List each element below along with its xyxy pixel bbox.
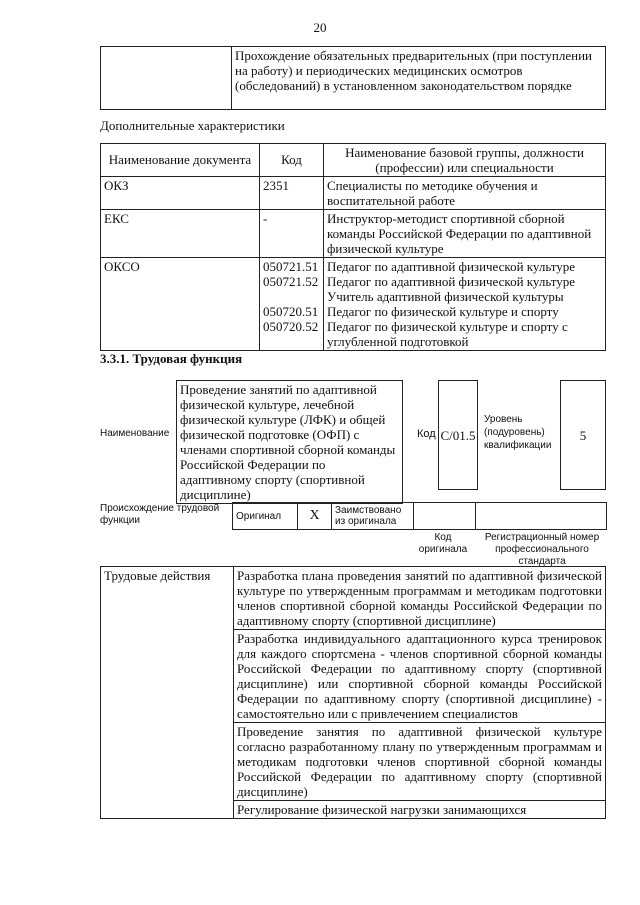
doc-cell: ЕКС	[101, 210, 260, 258]
name-cell: Педагог по адаптивной физической культуре Педагог по адаптивной физической культуре Учитель адаптивной физической культуры Педагог по физической культуре и спорту Педагог по физической культуре и спорту с углубленной подготовкой	[324, 258, 606, 351]
code-box: С/01.5	[438, 380, 478, 490]
function-name-box: Проведение занятий по адаптивной физической культуре, лечебной физической культуре (ЛФК) и общей физической подготовке (ОФП) с членами спортивной сборной команды Российской Федерации по адаптивному спорту (спортивной дисциплине)	[176, 380, 403, 504]
table-row	[101, 567, 606, 630]
additional-title: Дополнительные характеристики	[100, 118, 285, 133]
original-code-caption: Код оригинала	[418, 532, 468, 555]
requirements-table	[100, 46, 606, 110]
characteristics-table	[100, 143, 606, 351]
level-box: 5	[560, 380, 606, 490]
action-item: Проведение занятия по адаптивной физической культуре согласно разработанному плану по утвержденным программам и методикам подготовки членов спортивной сборной команды Российской Федерации по адаптивному спорту (спортивной дисциплине)	[234, 723, 606, 801]
code-label: Код	[417, 428, 436, 440]
col-header-doc: Наименование документа	[101, 144, 260, 177]
borrowed-cell: Заимствовано из оригинала	[332, 503, 414, 529]
code-cell: 2351	[260, 177, 324, 210]
section-heading: 3.3.1. Трудовая функция	[100, 351, 243, 366]
original-mark: X	[298, 503, 332, 529]
registration-number-cell	[476, 503, 606, 529]
name-cell: Инструктор-методист спортивной сборной команды Российской Федерации по адаптивной физической культуре	[324, 210, 606, 258]
actions-table	[100, 566, 606, 819]
code-cell: 050721.51 050721.52 050720.51 050720.52	[260, 258, 324, 351]
table-row	[101, 258, 606, 351]
origin-label: Происхождение трудовой функции	[100, 503, 220, 526]
name-cell: Специалисты по методике обучения и воспитательной работе	[324, 177, 606, 210]
action-item: Разработка плана проведения занятий по адаптивной физической культуре по утвержденным программам и методикам подготовки членов спортивной сборной команды Российской Федерации по адаптивному спорту (спортивной дисциплине)	[234, 567, 606, 630]
table-row	[101, 210, 606, 258]
col-header-code: Код	[260, 144, 324, 177]
action-item: Разработка индивидуального адаптационного курса тренировок для каждого спортсмена - членов спортивной сборной команды Российской Федерации по адаптивному спорту (спортивной дисциплине) или спортивной сборной команды Российской Федерации по адаптивному спорту (спортивной дисциплине) - самостоятельно или с привлечением специалистов	[234, 630, 606, 723]
page-number: 20	[313, 20, 327, 35]
requirements-label-cell	[101, 47, 232, 110]
original-code-cell	[414, 503, 476, 529]
code-cell: -	[260, 210, 324, 258]
level-label: Уровень (подуровень) квалификации	[484, 414, 552, 451]
doc-cell: ОКСО	[101, 258, 260, 351]
table-row	[101, 177, 606, 210]
actions-label: Трудовые действия	[101, 567, 234, 819]
origin-row	[232, 502, 607, 530]
doc-cell: ОКЗ	[101, 177, 260, 210]
col-header-name: Наименование базовой группы, должности (профессии) или специальности	[324, 144, 606, 177]
registration-caption: Регистрационный номер профессионального стандарта	[484, 532, 600, 567]
requirements-text: Прохождение обязательных предварительных (при поступлении на работу) и периодических медицинских осмотров (обследований) в установленном законодательством порядке	[232, 47, 606, 110]
action-item: Регулирование физической нагрузки занимающихся	[234, 801, 606, 819]
original-cell: Оригинал	[233, 503, 298, 529]
function-name-label: Наименование	[100, 428, 170, 439]
